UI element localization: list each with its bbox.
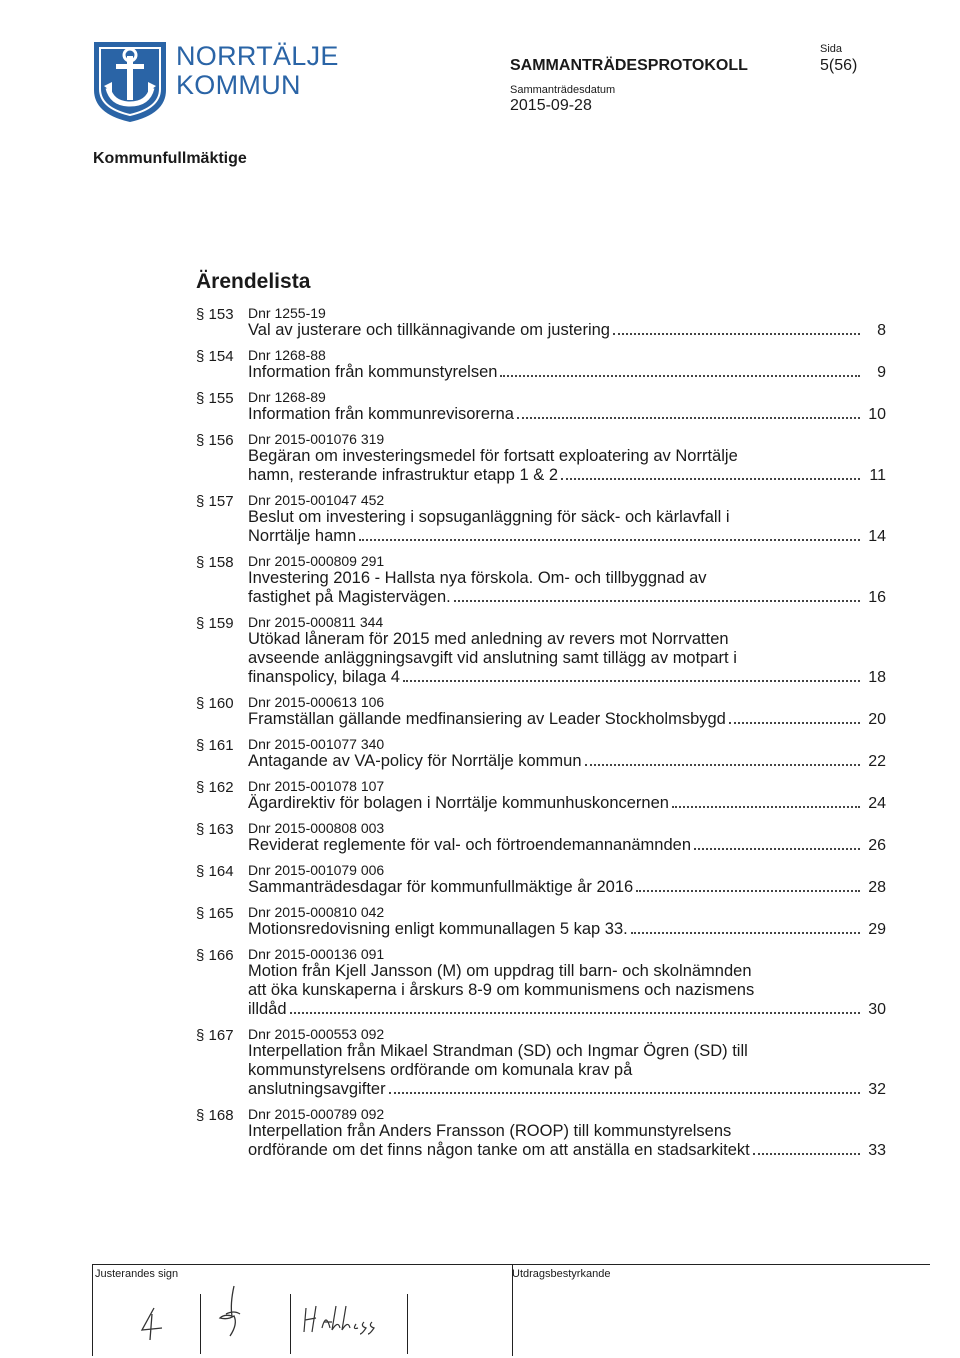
item-title-text: Information från kommunstyrelsen	[248, 363, 498, 381]
agenda-item-content	[248, 614, 886, 687]
agenda-item	[196, 820, 886, 855]
item-title-text: fastighet på Magistervägen.	[248, 588, 451, 606]
page-reference: 33	[868, 1142, 886, 1159]
logo-line-2: KOMMUN	[176, 70, 301, 100]
logo-line-1: NORRTÄLJE	[176, 41, 339, 71]
item-title-text: Begäran om investeringsmedel för fortsatt exploatering av Norrtälje	[248, 447, 738, 465]
item-title-line	[248, 508, 886, 527]
agenda-item-content	[248, 305, 886, 340]
page-reference: 29	[868, 921, 886, 938]
municipality-logo	[90, 38, 170, 124]
agenda-item	[196, 305, 886, 340]
item-title-text: finanspolicy, bilaga 4	[248, 668, 400, 686]
item-title-line	[248, 668, 886, 687]
item-title-line	[248, 588, 886, 607]
item-title-line	[248, 1080, 886, 1099]
page-reference: 30	[868, 1001, 886, 1018]
agenda-item	[196, 553, 886, 607]
dot-leader	[636, 890, 860, 892]
agenda-item-content	[248, 1026, 886, 1099]
dot-leader	[517, 417, 860, 419]
case-number: Dnr 2015-000810 042	[248, 904, 385, 920]
agenda-item	[196, 946, 886, 1019]
item-title-text: hamn, resterande infrastruktur etapp 1 & 2	[248, 466, 559, 484]
agenda-item	[196, 862, 886, 897]
handwritten-initial-1	[132, 1304, 172, 1344]
item-title-text: Interpellation från Mikael Strandman (SD) och Ingmar Ögren (SD) till	[248, 1042, 748, 1060]
agenda-item	[196, 347, 886, 382]
dot-leader	[500, 375, 860, 377]
case-number: Dnr 1268-89	[248, 389, 326, 405]
item-title-text: avseende anläggningsavgift vid anslutning samt tillägg av motpart i	[248, 649, 737, 667]
signature-separator-4	[512, 1264, 513, 1356]
signature-separator-2	[290, 1294, 291, 1354]
paragraph-number: § 168	[196, 1107, 234, 1124]
governing-body: Kommunfullmäktige	[93, 150, 247, 167]
paragraph-number: § 157	[196, 493, 234, 510]
page-reference: 8	[877, 322, 886, 339]
page-reference: 14	[868, 528, 886, 545]
item-title-text: illdåd	[248, 1000, 287, 1018]
logo-wordmark	[176, 42, 339, 100]
item-title-text: Val av justerare och tillkännagivande om justering	[248, 321, 610, 339]
paragraph-number: § 165	[196, 905, 234, 922]
case-number: Dnr 2015-000613 106	[248, 694, 385, 710]
agenda-item	[196, 694, 886, 729]
dot-leader	[694, 848, 860, 850]
dot-leader	[585, 764, 860, 766]
item-title-line	[248, 878, 886, 897]
item-title-line	[248, 630, 886, 649]
item-title-line	[248, 1061, 886, 1080]
paragraph-number: § 155	[196, 390, 234, 407]
page-label: Sida	[820, 43, 843, 55]
paragraph-number: § 154	[196, 348, 234, 365]
dot-leader	[454, 600, 860, 602]
paragraph-number: § 160	[196, 695, 234, 712]
item-title-line	[248, 447, 886, 466]
case-number: Dnr 2015-000811 344	[248, 614, 384, 630]
handwritten-initial-3	[302, 1298, 382, 1338]
item-title-line	[248, 527, 886, 546]
item-title-line	[248, 794, 886, 813]
case-number: Dnr 2015-000809 291	[248, 553, 385, 569]
paragraph-number: § 164	[196, 863, 234, 880]
meeting-date-label: Sammanträdesdatum	[510, 84, 616, 96]
item-title-line	[248, 466, 886, 485]
item-title-text: Information från kommunrevisorerna	[248, 405, 514, 423]
item-title-line	[248, 1122, 886, 1141]
case-number: Dnr 1255-19	[248, 305, 326, 321]
agenda-item-content	[248, 553, 886, 607]
dot-leader	[672, 806, 860, 808]
dot-leader	[729, 722, 860, 724]
case-number: Dnr 2015-000808 003	[248, 820, 385, 836]
item-title-text: Motion från Kjell Jansson (M) om uppdrag till barn- och skolnämnden	[248, 962, 752, 980]
paragraph-number: § 163	[196, 821, 234, 838]
item-title-line	[248, 649, 886, 668]
page-reference: 22	[868, 753, 886, 770]
item-title-text: Beslut om investering i sopsuganläggning för säck- och kärlavfall i	[248, 508, 730, 526]
item-title-line	[248, 920, 886, 939]
paragraph-number: § 162	[196, 779, 234, 796]
agenda-item-content	[248, 820, 886, 855]
agenda-item	[196, 1026, 886, 1099]
section-title: Ärendelista	[196, 270, 311, 293]
agenda-item-content	[248, 431, 886, 485]
agenda-item-content	[248, 1106, 886, 1160]
agenda-item-content	[248, 862, 886, 897]
document-type: SAMMANTRÄDESPROTOKOLL	[510, 57, 748, 74]
page-reference: 28	[868, 879, 886, 896]
agenda-item-content	[248, 492, 886, 546]
case-number: Dnr 1268-88	[248, 347, 326, 363]
signature-separator-1	[200, 1294, 201, 1354]
page-number: 5(56)	[820, 57, 858, 74]
item-title-text: Utökad låneram för 2015 med anledning av revers mot Norrvatten	[248, 630, 729, 648]
page-reference: 20	[868, 711, 886, 728]
case-number: Dnr 2015-001076 319	[248, 431, 385, 447]
item-title-line	[248, 752, 886, 771]
paragraph-number: § 161	[196, 737, 234, 754]
signature-box	[92, 1264, 930, 1356]
signature-label: Justerandes sign	[95, 1268, 179, 1280]
agenda-item	[196, 614, 886, 687]
dot-leader	[613, 333, 860, 335]
page-reference: 10	[868, 406, 886, 423]
item-title-text: Framställan gällande medfinansiering av Leader Stockholmsbygd	[248, 710, 726, 728]
signature-separator-3	[407, 1294, 408, 1354]
item-title-line	[248, 1141, 886, 1160]
agenda-list	[196, 305, 886, 1167]
agenda-item-content	[248, 694, 886, 729]
case-number: Dnr 2015-000136 091	[248, 946, 385, 962]
dot-leader	[403, 680, 860, 682]
agenda-item	[196, 389, 886, 424]
agenda-item	[196, 1106, 886, 1160]
item-title-line	[248, 981, 886, 1000]
page-reference: 24	[868, 795, 886, 812]
item-title-line	[248, 1000, 886, 1019]
paragraph-number: § 166	[196, 947, 234, 964]
agenda-item-content	[248, 904, 886, 939]
extract-label: Utdragsbestyrkande	[512, 1268, 611, 1280]
item-title-line	[248, 405, 886, 424]
agenda-item-content	[248, 946, 886, 1019]
handwritten-initial-2	[204, 1284, 254, 1344]
item-title-text: Reviderat reglemente för val- och förtroendemannanämnden	[248, 836, 692, 854]
item-title-text: ordförande om det finns någon tanke om att anställa en stadsarkitekt	[248, 1141, 750, 1159]
item-title-line	[248, 710, 886, 729]
page-reference: 18	[868, 669, 886, 686]
item-title-line	[248, 321, 886, 340]
item-title-text: Ägardirektiv för bolagen i Norrtälje kommunhuskoncernen	[248, 794, 669, 812]
case-number: Dnr 2015-000553 092	[248, 1026, 385, 1042]
case-number: Dnr 2015-001077 340	[248, 736, 385, 752]
case-number: Dnr 2015-000789 092	[248, 1106, 385, 1122]
paragraph-number: § 153	[196, 306, 234, 323]
paragraph-number: § 167	[196, 1027, 234, 1044]
meeting-date: 2015-09-28	[510, 97, 592, 114]
case-number: Dnr 2015-001079 006	[248, 862, 385, 878]
dot-leader	[631, 932, 860, 934]
dot-leader	[561, 478, 860, 480]
item-title-text: Motionsredovisning enligt kommunallagen 5 kap 33.	[248, 920, 628, 938]
agenda-item-content	[248, 347, 886, 382]
item-title-text: Antagande av VA-policy för Norrtälje kommun	[248, 752, 582, 770]
agenda-item	[196, 431, 886, 485]
item-title-text: Sammanträdesdagar för kommunfullmäktige år 2016	[248, 878, 634, 896]
agenda-item-content	[248, 778, 886, 813]
item-title-line	[248, 1042, 886, 1061]
agenda-item-content	[248, 736, 886, 771]
page-reference: 16	[868, 589, 886, 606]
item-title-line	[248, 836, 886, 855]
item-title-text: Investering 2016 - Hallsta nya förskola. Om- och tillbyggnad av	[248, 569, 707, 587]
page-reference: 32	[868, 1081, 886, 1098]
page-reference: 11	[869, 467, 886, 484]
dot-leader	[753, 1153, 860, 1155]
paragraph-number: § 156	[196, 432, 234, 449]
item-title-line	[248, 569, 886, 588]
signature-divider	[92, 1264, 930, 1265]
paragraph-number: § 158	[196, 554, 234, 571]
item-title-line	[248, 962, 886, 981]
signature-border-left	[92, 1264, 93, 1356]
agenda-item	[196, 904, 886, 939]
dot-leader	[359, 539, 860, 541]
agenda-item	[196, 736, 886, 771]
dot-leader	[389, 1092, 860, 1094]
agenda-item	[196, 778, 886, 813]
item-title-text: anslutningsavgifter	[248, 1080, 386, 1098]
case-number: Dnr 2015-001047 452	[248, 492, 385, 508]
item-title-text: Interpellation från Anders Fransson (ROOP) till kommunstyrelsens	[248, 1122, 732, 1140]
item-title-text: kommunstyrelsens ordförande om komunala krav på	[248, 1061, 633, 1079]
case-number: Dnr 2015-001078 107	[248, 778, 385, 794]
item-title-line	[248, 363, 886, 382]
dot-leader	[290, 1012, 860, 1014]
agenda-item-content	[248, 389, 886, 424]
item-title-text: att öka kunskaperna i årskurs 8-9 om kommunismens och nazismens	[248, 981, 755, 999]
item-title-text: Norrtälje hamn	[248, 527, 357, 545]
paragraph-number: § 159	[196, 615, 234, 632]
page-reference: 26	[868, 837, 886, 854]
page-reference: 9	[877, 364, 886, 381]
agenda-item	[196, 492, 886, 546]
